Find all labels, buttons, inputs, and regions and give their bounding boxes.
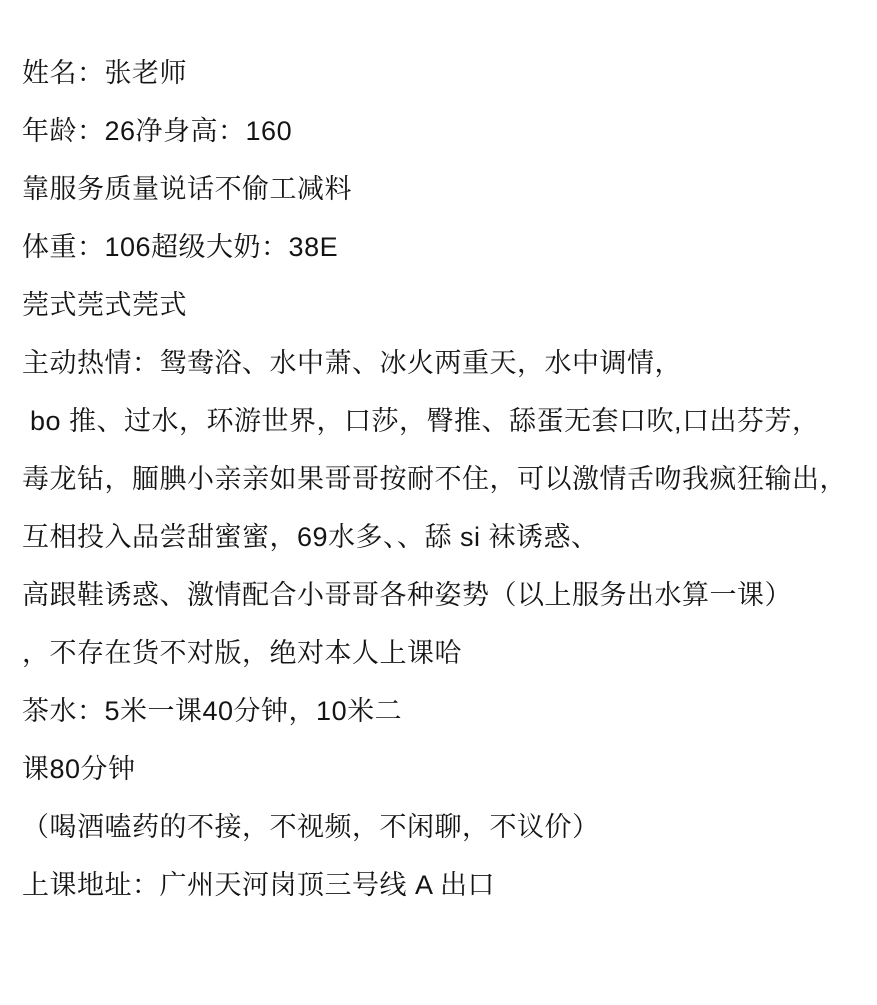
text-line: 年龄：26净身高：160 — [22, 116, 293, 146]
document-text-body — [22, 44, 853, 914]
text-line: 莞式莞式莞式 — [22, 290, 187, 320]
text-line: （喝酒嗑药的不接，不视频，不闲聊，不议价） — [22, 812, 600, 842]
text-line: 课80分钟 — [22, 754, 136, 784]
text-line: ，不存在货不对版，绝对本人上课哈 — [22, 638, 462, 668]
text-line: 茶水：5米一课40分钟，10米二 — [22, 696, 403, 726]
text-line: 靠服务质量说话不偷工减料 — [22, 174, 352, 204]
text-line: 高跟鞋诱惑、激情配合小哥哥各种姿势（以上服务出水算一课） — [22, 580, 792, 610]
text-line: 毒龙钻，腼腆小亲亲如果哥哥按耐不住，可以激情舌吻我疯狂输出， — [22, 464, 847, 494]
text-line: 主动热情：鸳鸯浴、水中萧、冰火两重天，水中调情， — [22, 348, 682, 378]
text-line: 互相投入品尝甜蜜蜜，69水多、、舔 si 袜诱惑、 — [22, 522, 599, 552]
text-line: 上课地址：广州天河岗顶三号线 A 出口 — [22, 870, 496, 900]
text-line: bo 推、过水，环游世界，口莎，臀推、舔蛋无套口吹,口出芬芳， — [22, 406, 820, 436]
text-line: 姓名：张老师 — [22, 58, 187, 88]
text-line: 体重：106超级大奶：38E — [22, 232, 339, 262]
